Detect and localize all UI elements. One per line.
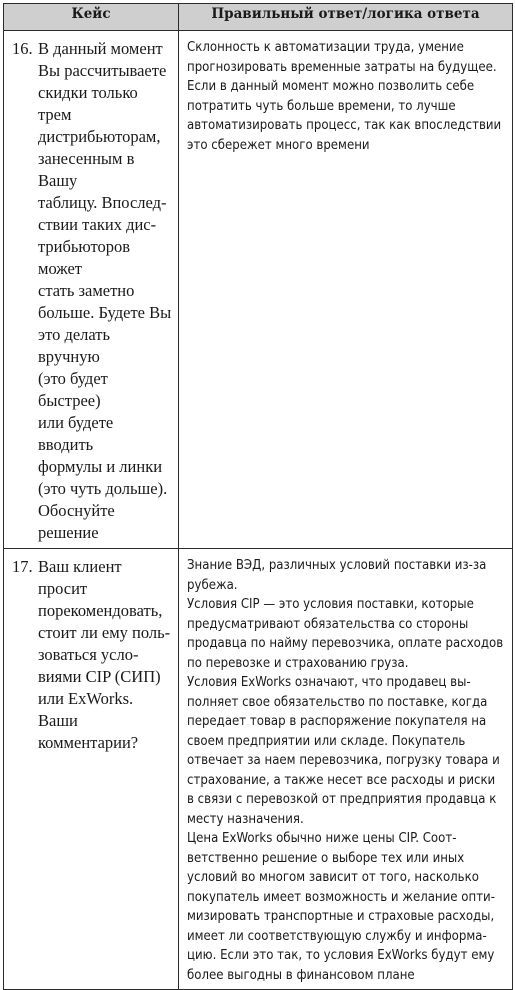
case-cell xyxy=(4,31,179,549)
case-text: Ваш клиент просит порекомендовать, стоит ли ему поль- зоваться усло- виями CIP (СИП) или ExWorks. Ваши комментарии? xyxy=(38,557,171,752)
case-number: 16. xyxy=(12,39,33,58)
answer-paragraph: Условия CIP — это условия поставки, которые предусматривают обязательства со стороны продавца по найму перевозчика, оплате расходов по перевозке и страхованию груза. xyxy=(187,597,504,671)
table-header-row xyxy=(4,4,513,31)
table-row xyxy=(4,31,513,549)
case-cell xyxy=(4,549,179,990)
answer-cell xyxy=(179,549,513,990)
answer-paragraph: Условия ExWorks означают, что продавец выполняет свое обязательство по поставке, когда передает товар в распоряжение покупателя на своем предприятии или складе. Покупатель отвечает за наем перевозчика, погрузку товара и страхование, а также несет все расходы и риски в связи с перевозкой от предприятия продавца к месту назначения. xyxy=(187,675,500,827)
case-answer-table xyxy=(3,3,513,990)
answer-paragraph: Знание ВЭД, различных условий поставки из-за рубежа. xyxy=(187,558,487,593)
answer-paragraph: Склонность к автоматизации труда, умение прогнозировать временные затраты на будущее. Если в данный момент можно позволить себе потратить чуть больше времени, то лучше автоматизировать процесс, так как впоследствии это сбережет много времени xyxy=(187,40,502,153)
answer-paragraph: Цена ExWorks обычно ниже цены CIP. Соответственно решение о выборе тех или иных условий во многом зависит от того, насколько покупатель имеет возможность и желание оптимизировать транспортные и страховые расходы, имеет ли соответствующую службу и информацию. Если это так, то условия ExWorks будут ему более выгодны в финансовом плане xyxy=(187,831,495,983)
answer-column-header: Правильный ответ/логика ответа xyxy=(179,4,513,31)
case-text: В данный момент Вы рассчитываете скидки только трем дистрибьюторам, занесенным в Вашу таблицу. Впослед- ствии таких дис- трибьюторов может стать заметно больше. Будете Вы это делать вручную (это будет быстрее) или будете вводить формулы и линки (это чуть дольше). Обоснуйте решение xyxy=(38,39,172,542)
table-row xyxy=(4,549,513,990)
answer-cell xyxy=(179,31,513,549)
case-column-header: Кейс xyxy=(4,4,179,31)
case-number: 17. xyxy=(12,557,33,576)
